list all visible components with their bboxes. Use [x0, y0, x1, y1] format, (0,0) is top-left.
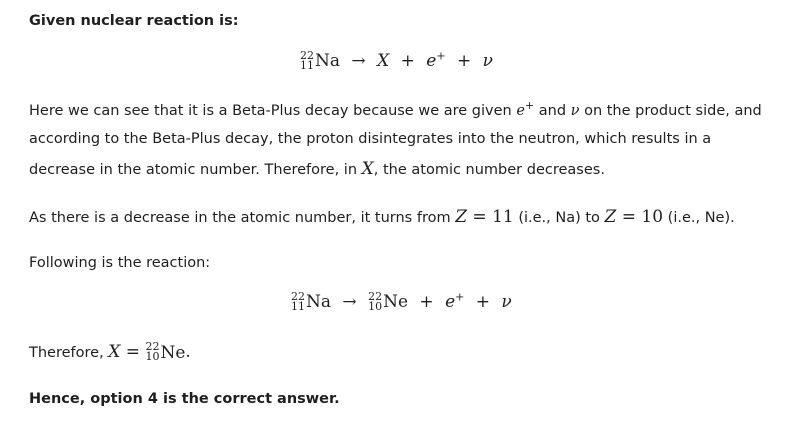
- plus-sign: +: [456, 51, 472, 71]
- neon-atomic-number: 10: [368, 299, 383, 313]
- product-x: X: [377, 51, 390, 71]
- positron: e: [426, 51, 437, 71]
- nuclear-equation-result: [291, 289, 512, 313]
- positron-charge: +: [455, 290, 465, 304]
- neon-nuclide: 22 10 Ne: [145, 340, 186, 364]
- given-heading: Given nuclear reaction is:: [29, 13, 239, 29]
- plus-sign: +: [475, 292, 491, 312]
- sodium-nuclide: [300, 48, 341, 72]
- plus-sign: +: [419, 292, 434, 312]
- sodium-mass-number: 22: [300, 48, 314, 62]
- atomic-number-change: As there is a decrease in the atomic number, it turns from Z = 11 (i.e., Na) to Z = 10 (i.e., Ne).: [29, 207, 735, 227]
- neon-mass-number: 22: [368, 289, 383, 303]
- sodium-atomic-number: 11: [291, 299, 305, 313]
- neutrino: ν: [482, 51, 493, 71]
- sodium-symbol: Na: [315, 51, 341, 72]
- sodium-mass-number: 22: [291, 289, 305, 303]
- therefore-line: Therefore, X = 22 10 Ne.: [29, 340, 191, 364]
- following-text: Following is the reaction:: [29, 255, 211, 271]
- plus-sign: +: [400, 51, 415, 71]
- sodium-atomic-number: 11: [300, 58, 314, 72]
- reaction-arrow: →: [351, 51, 366, 71]
- positron: e: [445, 292, 456, 312]
- explanation-line-3: decrease in the atomic number. Therefore, in X, the atomic number decreases.: [29, 159, 605, 179]
- conclusion-answer: Hence, option 4 is the correct answer.: [29, 391, 340, 407]
- neon-symbol: Ne: [383, 292, 409, 313]
- sodium-nuclide: [291, 289, 332, 313]
- positron-charge: +: [436, 49, 446, 63]
- explanation-line-1: Here we can see that it is a Beta-Plus decay because we are given e+ and ν on the product side, and: [29, 99, 762, 119]
- sodium-symbol: Na: [306, 292, 332, 313]
- explanation-line-2: according to the Beta-Plus decay, the proton disintegrates into the neutron, which results in a: [29, 131, 712, 147]
- neutrino: ν: [501, 292, 512, 312]
- nuclear-equation-given: [300, 48, 493, 72]
- neon-nuclide: [368, 289, 409, 313]
- reaction-arrow: →: [342, 292, 357, 312]
